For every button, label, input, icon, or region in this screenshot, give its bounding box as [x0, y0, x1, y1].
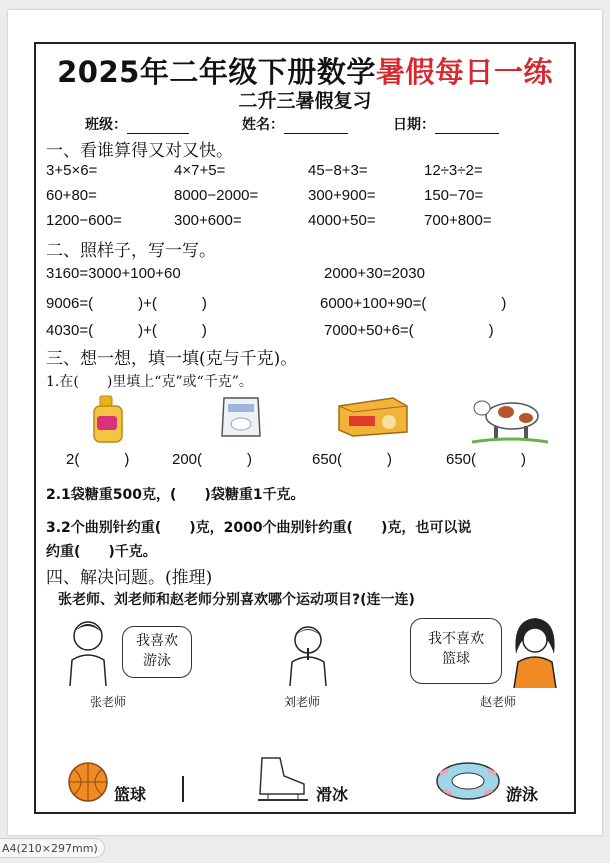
- page-subtitle: 二升三暑假复习: [238, 90, 372, 112]
- compose-item: 6000+100+90=( ): [320, 295, 507, 312]
- paper-size-label: A4(210×297mm): [0, 838, 105, 858]
- answer-blank[interactable]: 650( ): [446, 451, 527, 468]
- decompose-item: 4030=( )+( ): [46, 322, 207, 339]
- speech-bubble-zhao: 我不喜欢 篮球: [410, 618, 502, 684]
- calc-item: 60+80=: [46, 187, 97, 204]
- calc-item: 1200−600=: [46, 212, 122, 229]
- name-field[interactable]: 姓名：: [242, 114, 348, 134]
- calc-item: 8000−2000=: [174, 187, 259, 204]
- calc-item: 700+800=: [424, 212, 492, 229]
- detergent-bottle-icon: [88, 394, 128, 444]
- calc-item: 4000+50=: [308, 212, 376, 229]
- answer-blank[interactable]: 650( ): [312, 451, 393, 468]
- section3-q2: 2.1袋糖重500克，( )袋糖重1千克。: [46, 487, 305, 503]
- teacher-name: 张老师: [90, 695, 127, 709]
- snack-box-icon: [335, 392, 411, 438]
- section3-heading: 三、想一想，填一填(克与千克)。: [46, 349, 298, 369]
- calc-item: 150−70=: [424, 187, 484, 204]
- basketball-icon: [66, 760, 110, 804]
- speech-bubble-zhang: 我喜欢 游泳: [122, 626, 192, 678]
- example-item: 3160=3000+100+60: [46, 265, 181, 282]
- section3-q3-line2: 约重( )千克。: [46, 544, 157, 560]
- teacher-name: 刘老师: [284, 695, 321, 709]
- answer-blank[interactable]: 2( ): [66, 451, 130, 468]
- section1-heading: 一、看谁算得又对又快。: [46, 141, 233, 161]
- divider: [182, 776, 184, 802]
- calc-item: 12÷3÷2=: [424, 162, 483, 179]
- calc-item: 300+900=: [308, 187, 376, 204]
- class-field[interactable]: 班级：: [85, 114, 189, 134]
- page-title: 2025年二年级下册数学暑假每日一练: [57, 55, 553, 89]
- decompose-item: 9006=( )+( ): [46, 295, 207, 312]
- compose-item: 7000+50+6=( ): [324, 322, 494, 339]
- calc-item: 45−8+3=: [308, 162, 368, 179]
- milk-powder-bag-icon: [218, 394, 264, 440]
- section4-question: 张老师、刘老师和赵老师分别喜欢哪个运动项目?(连一连): [58, 592, 415, 608]
- section3-q3-line1: 3.2个曲别针约重( )克，2000个曲别针约重( )克，也可以说: [46, 520, 472, 536]
- sport-label: 游泳: [506, 785, 539, 804]
- answer-blank[interactable]: 200( ): [172, 451, 253, 468]
- swim-ring-icon: [434, 760, 502, 802]
- section2-heading: 二、照样子，写一写。: [46, 241, 216, 261]
- cow-icon: [472, 392, 548, 446]
- section4-heading: 四、解决问题。(推理): [46, 568, 213, 588]
- example-item: 2000+30=2030: [324, 265, 425, 282]
- teacher-zhang-illustration: [64, 616, 112, 686]
- date-field[interactable]: 日期：: [393, 114, 499, 134]
- sport-label: 滑冰: [316, 785, 349, 804]
- calc-item: 300+600=: [174, 212, 242, 229]
- calc-item: 3+5×6=: [46, 162, 98, 179]
- section3-q1: 1.在( )里填上“克”或“千克”。: [46, 374, 253, 390]
- calc-item: 4×7+5=: [174, 162, 226, 179]
- sport-label: 篮球: [114, 785, 147, 804]
- teacher-name: 赵老师: [480, 695, 517, 709]
- teacher-liu-illustration: [286, 620, 330, 686]
- teacher-zhao-illustration: [508, 614, 562, 688]
- ice-skate-icon: [254, 754, 312, 804]
